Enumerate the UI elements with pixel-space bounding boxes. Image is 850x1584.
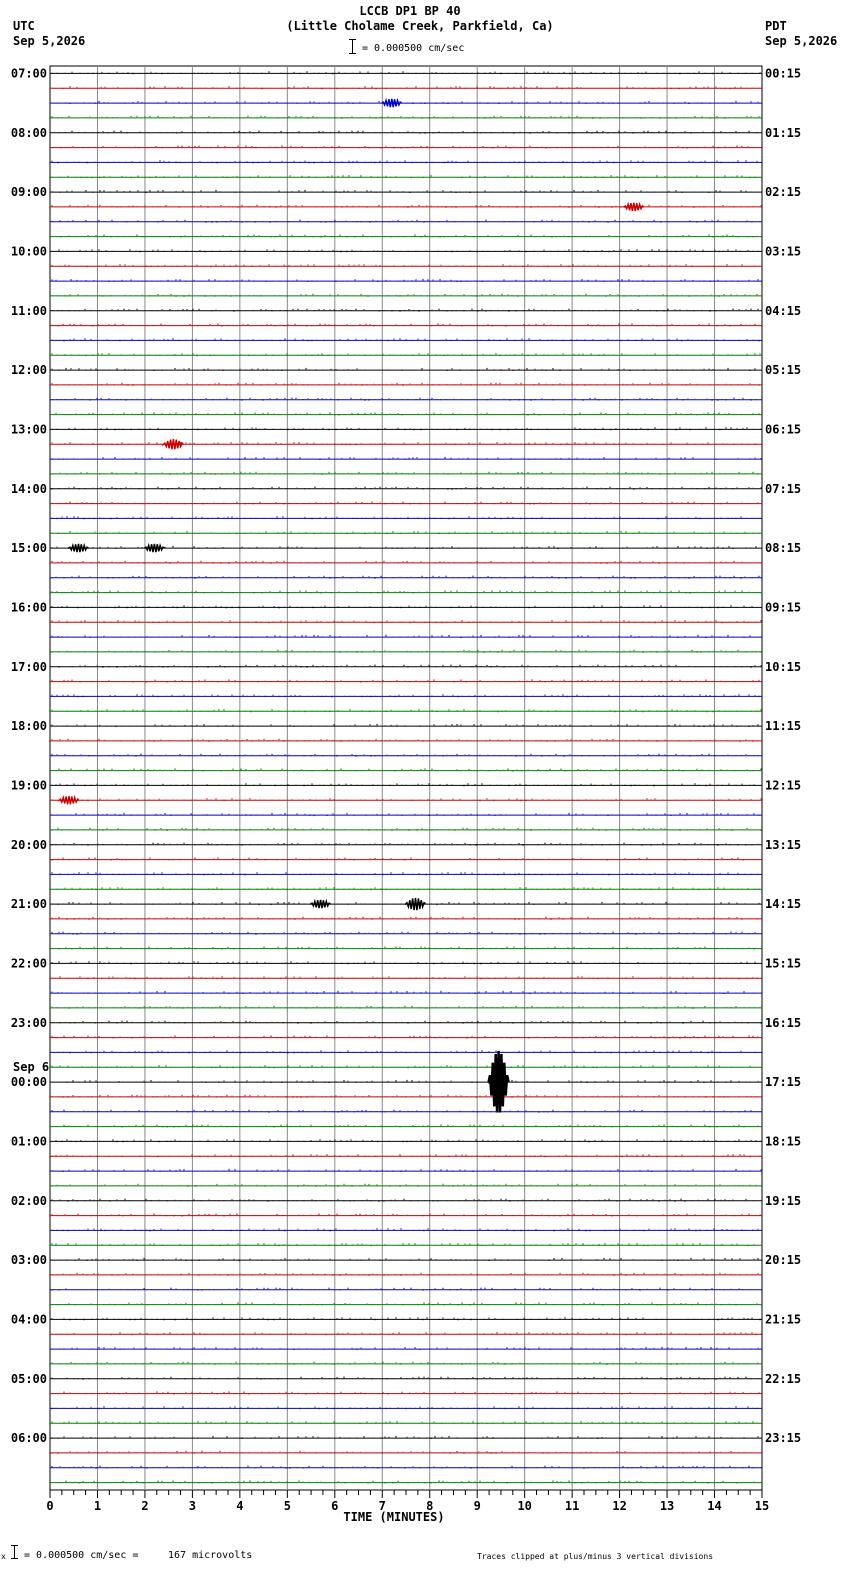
trace-noise (52, 813, 759, 816)
left-hour-label: 22:00 (10, 956, 47, 971)
left-hour-label: 06:00 (10, 1431, 47, 1446)
trace-noise (52, 1451, 758, 1454)
trace-noise (52, 917, 761, 920)
trace-noise (52, 1317, 760, 1320)
trace-noise (52, 1035, 758, 1038)
plot-frame (50, 66, 762, 1490)
left-timezone-label: UTC (13, 19, 35, 33)
trace-noise (52, 1050, 755, 1053)
trace-noise (52, 1139, 761, 1142)
trace-noise (52, 427, 761, 430)
event-waveform (163, 439, 183, 449)
x-tick-label: 0 (46, 1499, 54, 1513)
right-hour-label: 07:15 (765, 481, 802, 496)
event-waveform (68, 544, 88, 552)
trace-noise (52, 1480, 760, 1483)
right-hour-label: 10:15 (765, 659, 802, 674)
trace-noise (52, 694, 759, 697)
left-hour-label: 08:00 (10, 125, 47, 140)
trace-noise (52, 679, 759, 682)
trace-noise (52, 1258, 758, 1261)
left-hour-label: 00:00 (10, 1075, 47, 1090)
left-hour-label: 10:00 (10, 244, 47, 259)
trace-noise (52, 872, 758, 875)
right-hour-label: 22:15 (765, 1371, 802, 1386)
chart-subtitle: (Little Cholame Creek, Parkfield, Ca) (286, 19, 554, 33)
event-waveform (405, 898, 425, 910)
left-hour-label: 02:00 (10, 1193, 47, 1208)
left-hour-label: 12:00 (10, 363, 47, 378)
x-tick-label: 15 (754, 1499, 770, 1513)
trace-noise (52, 828, 761, 831)
right-hour-label: 05:15 (765, 363, 802, 378)
right-hour-label: 21:15 (765, 1312, 802, 1327)
scale-text: = 0.000500 cm/sec (362, 43, 465, 54)
chart-title: LCCB DP1 BP 40 (359, 4, 461, 18)
footer-clip-note: Traces clipped at plus/minus 3 vertical divisions (477, 1552, 714, 1561)
x-tick-label: 8 (426, 1499, 434, 1513)
x-tick-label: 7 (378, 1499, 386, 1513)
right-hour-label: 06:15 (765, 422, 802, 437)
right-hour-label: 13:15 (765, 837, 802, 852)
right-hour-label: 08:15 (765, 541, 802, 556)
trace-noise (52, 961, 761, 964)
trace-noise (52, 739, 758, 742)
right-hour-label: 00:15 (765, 66, 802, 81)
right-hour-label: 11:15 (765, 719, 802, 734)
trace-noise (52, 1362, 758, 1365)
trace-noise (52, 338, 759, 341)
date-change-label: Sep 6 (13, 1060, 50, 1075)
left-hour-label: 11:00 (10, 303, 47, 318)
x-tick-label: 9 (473, 1499, 481, 1513)
trace-noise (52, 1095, 756, 1098)
left-date-label: Sep 5,2026 (13, 34, 86, 48)
trace-noise (52, 1391, 759, 1394)
left-hour-label: 04:00 (10, 1312, 47, 1327)
right-hour-label: 19:15 (765, 1193, 802, 1208)
right-hour-label: 02:15 (765, 185, 802, 200)
x-tick-label: 3 (188, 1499, 197, 1513)
left-hour-label: 18:00 (10, 719, 47, 734)
trace-noise (52, 160, 757, 163)
x-tick-label: 13 (659, 1499, 675, 1513)
trace-noise (52, 635, 758, 638)
x-tick-label: 14 (707, 1499, 722, 1513)
trace-noise (52, 857, 758, 860)
right-hour-label: 20:15 (765, 1253, 802, 1268)
trace-noise (52, 279, 758, 282)
trace-noise (52, 145, 761, 148)
x-tick-label: 4 (236, 1499, 244, 1513)
right-hour-label: 16:15 (765, 1015, 802, 1030)
x-tick-label: 12 (612, 1499, 627, 1513)
right-hour-label: 23:15 (765, 1431, 802, 1446)
trace-noise (52, 1273, 758, 1276)
left-hour-label: 17:00 (10, 659, 47, 674)
trace-noise (52, 516, 760, 519)
footer-scale-bar-icon (14, 1545, 15, 1559)
left-hour-label: 09:00 (10, 185, 47, 200)
event-waveform (59, 796, 79, 804)
right-hour-label: 09:15 (765, 600, 802, 615)
left-hour-label: 01:00 (10, 1134, 47, 1149)
trace-noise (52, 294, 757, 297)
trace-noise (52, 1213, 760, 1216)
left-hour-label: 07:00 (10, 66, 47, 81)
footer-microvolts: 167 microvolts (168, 1550, 253, 1561)
left-hour-label: 23:00 (10, 1015, 47, 1030)
trace-noise (52, 472, 758, 475)
left-hour-label: 13:00 (10, 422, 47, 437)
event-waveform (382, 99, 402, 107)
trace-noise (52, 116, 759, 119)
left-hour-label: 14:00 (10, 481, 47, 496)
left-hour-label: 19:00 (10, 778, 47, 793)
right-hour-label: 12:15 (765, 778, 802, 793)
trace-noise (52, 590, 760, 593)
event-waveform (311, 900, 331, 908)
left-hour-label: 03:00 (10, 1253, 47, 1268)
right-hour-label: 04:15 (765, 303, 802, 318)
footer-scale-text: = 0.000500 cm/sec = (24, 1550, 139, 1561)
x-tick-label: 10 (517, 1499, 532, 1513)
event-waveform (624, 203, 644, 211)
x-tick-label: 2 (141, 1499, 149, 1513)
right-timezone-label: PDT (765, 19, 787, 33)
trace-noise (52, 724, 758, 727)
left-hour-label: 15:00 (10, 541, 47, 556)
right-hour-label: 15:15 (765, 956, 802, 971)
event-clip-marker (496, 1076, 502, 1086)
x-tick-label: 5 (283, 1499, 291, 1513)
trace-noise (52, 205, 761, 208)
trace-noise (52, 71, 760, 74)
left-hour-label: 20:00 (10, 837, 47, 852)
right-hour-label: 18:15 (765, 1134, 802, 1149)
trace-noise (52, 1184, 756, 1187)
trace-noise (52, 783, 761, 786)
trace-noise (52, 1006, 760, 1009)
trace-noise (52, 412, 759, 415)
trace-noise (52, 383, 759, 386)
right-date-label: Sep 5,2026 (765, 34, 838, 48)
right-hour-label: 14:15 (765, 897, 802, 912)
event-waveform (144, 544, 164, 552)
trace-noise (52, 605, 758, 608)
x-tick-label: 6 (331, 1499, 339, 1513)
left-hour-label: 21:00 (10, 897, 47, 912)
footer-corner-mark: x (1, 1552, 6, 1561)
right-hour-label: 17:15 (765, 1075, 802, 1090)
trace-noise (52, 991, 754, 994)
x-tick-label: 11 (564, 1499, 580, 1513)
left-hour-label: 05:00 (10, 1371, 47, 1386)
left-hour-label: 16:00 (10, 600, 47, 615)
trace-noise (52, 1347, 758, 1350)
trace-noise (52, 1228, 758, 1231)
right-hour-label: 03:15 (765, 244, 802, 259)
right-hour-label: 01:15 (765, 125, 802, 140)
trace-noise (52, 1436, 758, 1439)
trace-noise (52, 561, 761, 564)
trace-noise (52, 946, 754, 949)
trace-noise (52, 768, 761, 771)
x-axis-label: TIME (MINUTES) (343, 1510, 445, 1524)
trace-noise (52, 323, 755, 326)
trace-noise (52, 650, 761, 653)
x-tick-label: 1 (93, 1499, 102, 1513)
trace-noise (52, 234, 757, 237)
